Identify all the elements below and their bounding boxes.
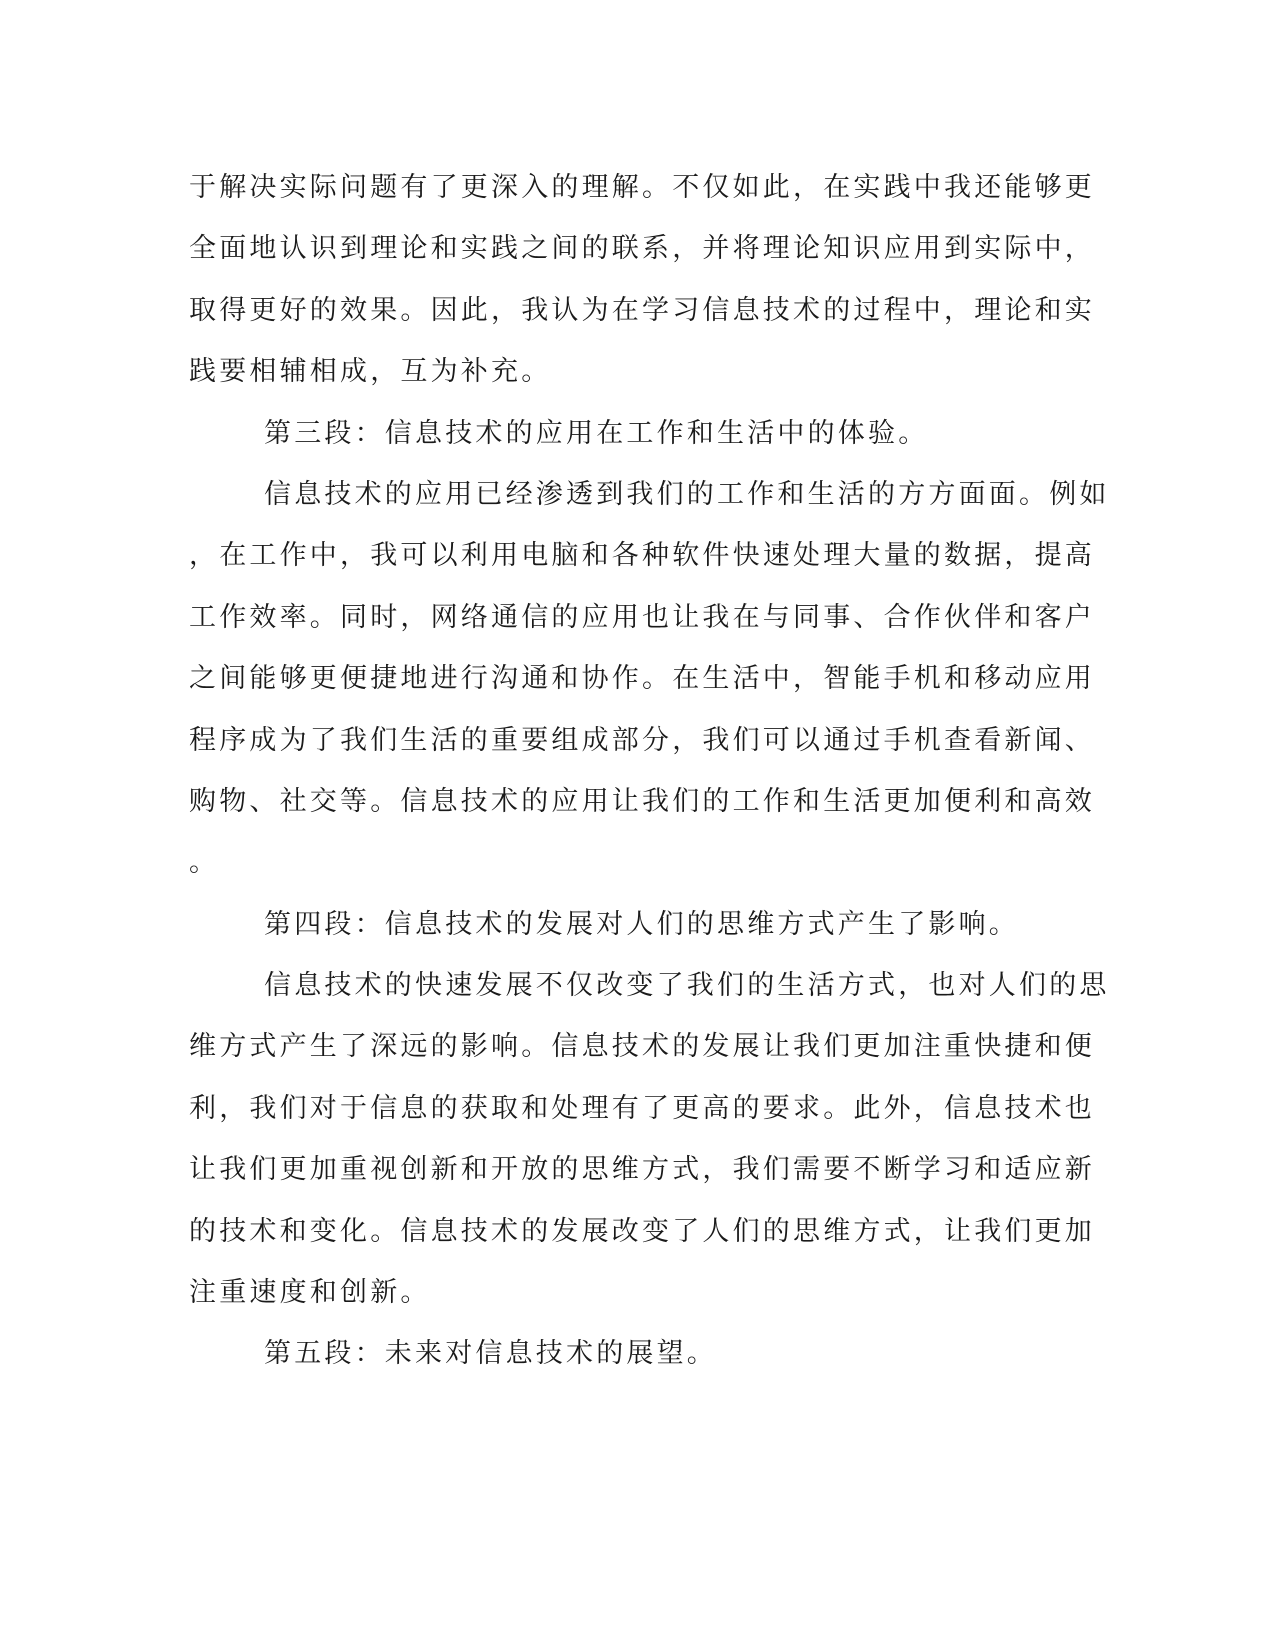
text-line-18: 的技术和变化。信息技术的发展改变了人们的思维方式，让我们更加 xyxy=(189,1215,1095,1247)
text-line-7: ，在工作中，我可以利用电脑和各种软件快速处理大量的数据，提高 xyxy=(189,540,1095,572)
text-line-8: 工作效率。同时，网络通信的应用也让我在与同事、合作伙伴和客户 xyxy=(189,601,1095,633)
text-line-4: 践要相辅相成，互为补充。 xyxy=(189,356,552,388)
text-line-6: 信息技术的应用已经渗透到我们的工作和生活的方方面面。例如 xyxy=(264,478,1110,510)
text-line-9: 之间能够更便捷地进行沟通和协作。在生活中，智能手机和移动应用 xyxy=(189,663,1095,695)
text-line-15: 维方式产生了深远的影响。信息技术的发展让我们更加注重快捷和便 xyxy=(189,1031,1095,1063)
text-line-1: 于解决实际问题有了更深入的理解。不仅如此，在实践中我还能够更 xyxy=(189,172,1095,203)
text-line-14: 信息技术的快速发展不仅改变了我们的生活方式，也对人们的思 xyxy=(264,970,1110,1002)
text-line-17: 让我们更加重视创新和开放的思维方式，我们需要不断学习和适应新 xyxy=(189,1154,1095,1186)
section-heading-4: 第四段：信息技术的发展对人们的思维方式产生了影响。 xyxy=(264,908,1019,940)
text-line-10: 程序成为了我们生活的重要组成部分，我们可以通过手机查看新闻、 xyxy=(189,724,1095,756)
text-line-2: 全面地认识到理论和实践之间的联系，并将理论知识应用到实际中， xyxy=(189,233,1095,265)
text-line-3: 取得更好的效果。因此，我认为在学习信息技术的过程中，理论和实 xyxy=(189,294,1095,326)
text-line-11: 购物、社交等。信息技术的应用让我们的工作和生活更加便利和高效 xyxy=(189,785,1095,817)
text-line-12: 。 xyxy=(189,847,220,879)
section-heading-3: 第三段：信息技术的应用在工作和生活中的体验。 xyxy=(264,417,929,449)
section-heading-5: 第五段：未来对信息技术的展望。 xyxy=(264,1338,717,1370)
text-line-19: 注重速度和创新。 xyxy=(189,1277,431,1309)
document-body xyxy=(189,157,1110,1385)
text-line-16: 利，我们对于信息的获取和处理有了更高的要求。此外，信息技术也 xyxy=(189,1092,1095,1124)
